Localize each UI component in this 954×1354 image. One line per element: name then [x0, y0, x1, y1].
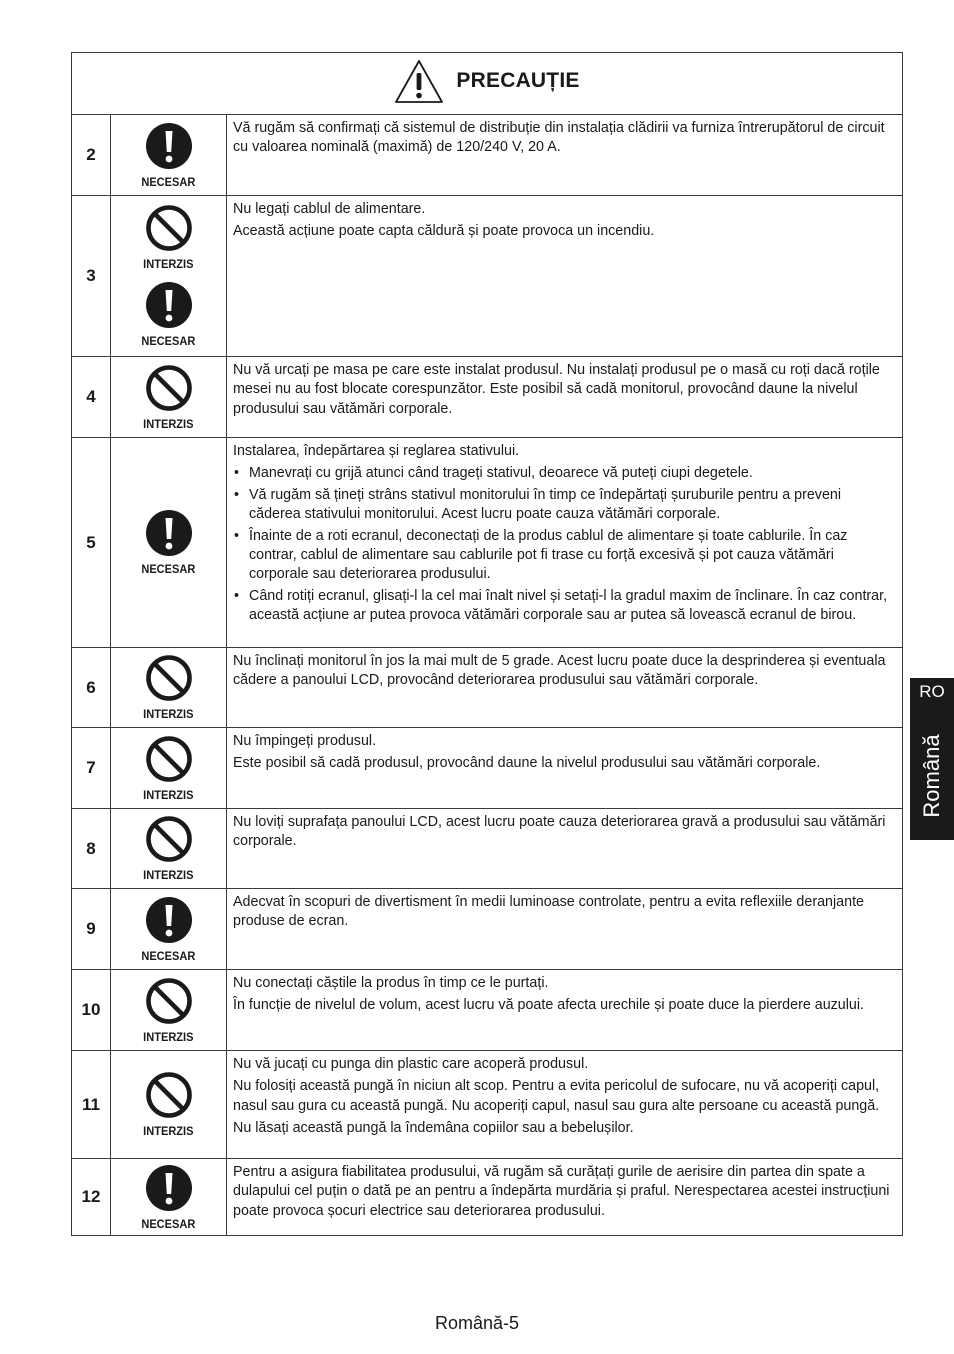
row-text — [227, 438, 903, 648]
warning-triangle-icon — [394, 59, 444, 104]
interzis-label: INTERZIS — [143, 257, 194, 271]
icon-block — [111, 202, 226, 273]
necesar-label: NECESAR — [141, 1216, 196, 1231]
header-cell — [72, 53, 903, 115]
row-icon-cell — [111, 1159, 227, 1236]
necesar-label: NECESAR — [141, 562, 196, 576]
row-icon-cell — [111, 115, 227, 196]
precaution-table-body — [72, 53, 903, 1236]
precaution-row — [72, 970, 903, 1051]
mandatory-exclamation-icon — [145, 122, 193, 170]
precaution-row — [72, 1051, 903, 1159]
interzis-label: INTERZIS — [143, 416, 194, 431]
header-title: PRECAUȚIE — [456, 69, 580, 92]
row-paragraph: Nu folosiți această pungă în niciun alt scop. Pentru a evita pericolul de sufocare, nu vă acoperiți capul, nasul sau gura cu această pungă. Nu acoperiți capul, nasul sau gura alte persoane cu această pungă. — [233, 1078, 880, 1114]
row-paragraph: Nu loviți suprafața panoului LCD, acest lucru poate cauza deteriorarea gravă a produsului sau vătămări corporale. — [233, 814, 886, 850]
icon-block — [111, 279, 226, 350]
row-number: 4 — [72, 357, 111, 438]
icon-block — [111, 733, 226, 804]
row-icon-cell — [111, 196, 227, 357]
bullet-item: • Când rotiți ecranul, glisați-l la cel mai înalt nivel și setați-l la gradul maxim de înclinare. În caz contrar, această acțiune ar putea provoca vătămări corporale sau ar putea să lovească ecranul de birou. — [233, 587, 896, 626]
row-paragraph: Nu vă urcați pe masa pe care este instalat produsul. Nu instalați produsul pe o masă cu roți dacă roțile mesei nu au fost blocate corespunzător. Este posibil să cadă monitorul, provocând daune la nivelul produsului sau vătămări corporale. — [233, 362, 880, 417]
row-icon-cell — [111, 648, 227, 728]
row-number: 9 — [72, 889, 111, 970]
row-paragraph: Vă rugăm să confirmați că sistemul de distribuție din instalația clădirii va furniza întrerupătorul de circuit cu valoarea nominală (maximă) de 120/240 V, 20 A. — [233, 120, 885, 156]
mandatory-exclamation-icon — [145, 281, 193, 329]
icon-block — [111, 975, 226, 1046]
interzis-label: INTERZIS — [143, 787, 194, 802]
row-text — [227, 196, 903, 357]
row-paragraph: Nu vă jucați cu punga din plastic care acoperă produsul. — [233, 1056, 589, 1072]
prohibited-icon — [145, 1071, 193, 1119]
row-icon-cell — [111, 970, 227, 1051]
necesar-label: NECESAR — [141, 948, 196, 963]
row-icon-cell — [111, 1051, 227, 1159]
row-icon-cell — [111, 728, 227, 809]
row-text — [227, 357, 903, 438]
row-number: 11 — [72, 1051, 111, 1159]
row-paragraph: Această acțiune poate capta căldură și poate provoca un incendiu. — [233, 223, 655, 240]
row-text — [227, 809, 903, 889]
bullet-item: • Vă rugăm să țineți strâns stativul monitorului în timp ce îndepărtați șuruburile pentru a preveni căderea stativului monitorului. Acest lucru poate cauza vătămări corporale. — [233, 486, 896, 525]
precaution-row — [72, 809, 903, 889]
icon-block — [111, 652, 226, 723]
row-text — [227, 115, 903, 196]
bullet-list — [233, 464, 896, 625]
bullet-item: • Înainte de a roti ecranul, deconectați de la produs cablul de alimentare și toate cablurile. În caz contrar, cablul de alimentare sau cablurile pot fi trase cu forță excesivă și pot cauza vătămări corporale sau deteriorarea produsului. — [233, 527, 896, 585]
icon-block — [111, 362, 226, 433]
interzis-label: INTERZIS — [143, 1124, 194, 1138]
row-paragraph: Este posibil să cadă produsul, provocând daune la nivelul produsului sau vătămări corporale. — [233, 755, 821, 772]
bullet-item: • Manevrați cu grijă atunci când trageți stativul, deoarece vă puteți ciupi degetele. — [233, 464, 896, 483]
prohibited-icon — [145, 654, 193, 702]
icon-block — [111, 1162, 226, 1233]
row-text — [227, 1051, 903, 1159]
prohibited-icon — [145, 364, 193, 412]
row-paragraph: În funcție de nivelul de volum, acest lucru vă poate afecta urechile și poate duce la pierdere auzului. — [233, 997, 865, 1014]
prohibited-icon — [145, 204, 193, 252]
precaution-row — [72, 1159, 903, 1236]
row-paragraph: Adecvat în scopuri de divertisment în medii luminoase controlate, pentru a evita reflexiile deranjante produse de ecran. — [233, 894, 864, 930]
row-number: 2 — [72, 115, 111, 196]
mandatory-exclamation-icon — [145, 1164, 193, 1212]
prohibited-icon — [145, 735, 193, 783]
prohibited-icon — [145, 977, 193, 1025]
precaution-row — [72, 648, 903, 728]
interzis-label: INTERZIS — [143, 707, 194, 721]
row-icon-cell — [111, 809, 227, 889]
mandatory-exclamation-icon — [145, 509, 193, 557]
necesar-label: NECESAR — [141, 334, 196, 348]
row-number: 3 — [72, 196, 111, 357]
row-text — [227, 970, 903, 1051]
precaution-row — [72, 196, 903, 357]
icon-block — [111, 1069, 226, 1140]
row-paragraph: Nu lăsați această pungă la îndemâna copiilor sau a bebelușilor. — [233, 1120, 634, 1137]
header-row — [72, 53, 903, 115]
row-number: 7 — [72, 728, 111, 809]
precaution-row — [72, 357, 903, 438]
precaution-row — [72, 115, 903, 196]
row-icon-cell — [111, 889, 227, 970]
precaution-row — [72, 889, 903, 970]
precaution-row — [72, 728, 903, 809]
interzis-label: INTERZIS — [143, 1029, 194, 1044]
row-paragraph: Nu împingeți produsul. — [233, 733, 377, 749]
row-paragraph: Instalarea, îndepărtarea și reglarea stativului. — [233, 443, 520, 459]
icon-block — [111, 894, 226, 965]
language-name: Română — [919, 734, 944, 818]
interzis-label: INTERZIS — [143, 868, 194, 882]
row-paragraph: Nu legați cablul de alimentare. — [233, 201, 426, 217]
row-number: 12 — [72, 1159, 111, 1236]
row-text — [227, 889, 903, 970]
row-icon-cell — [111, 357, 227, 438]
language-code: RO — [919, 682, 945, 701]
row-number: 10 — [72, 970, 111, 1051]
icon-block — [111, 507, 226, 578]
mandatory-exclamation-icon — [145, 896, 193, 944]
necesar-label: NECESAR — [141, 174, 196, 189]
row-number: 5 — [72, 438, 111, 648]
precaution-row — [72, 438, 903, 648]
prohibited-icon — [145, 815, 193, 863]
row-paragraph: Nu conectați căștile la produs în timp ce le purtați. — [233, 975, 549, 991]
row-icon-cell — [111, 438, 227, 648]
row-number: 8 — [72, 809, 111, 889]
icon-block — [111, 813, 226, 884]
row-number: 6 — [72, 648, 111, 728]
language-side-tab — [910, 678, 954, 840]
header-content — [394, 59, 579, 104]
icon-block — [111, 120, 226, 191]
row-paragraph: Pentru a asigura fiabilitatea produsului, vă rugăm să curățați gurile de aerisire din partea din spate a dulapului cel puțin o dată pe an pentru a îndepărta murdăria și praful. Nerespectarea acestei instrucțiuni poate provoca șocuri electrice sau deteriorarea produsului. — [233, 1164, 890, 1219]
page-number: Română-5 — [434, 1313, 520, 1333]
row-text — [227, 1159, 903, 1236]
precaution-table — [71, 52, 903, 1236]
row-paragraph: Nu înclinați monitorul în jos la mai mult de 5 grade. Acest lucru poate duce la desprinderea și eventuala cădere a panoului LCD, provocând deteriorarea produsului sau vătămări corporale. — [233, 653, 886, 689]
row-text — [227, 648, 903, 728]
row-text — [227, 728, 903, 809]
